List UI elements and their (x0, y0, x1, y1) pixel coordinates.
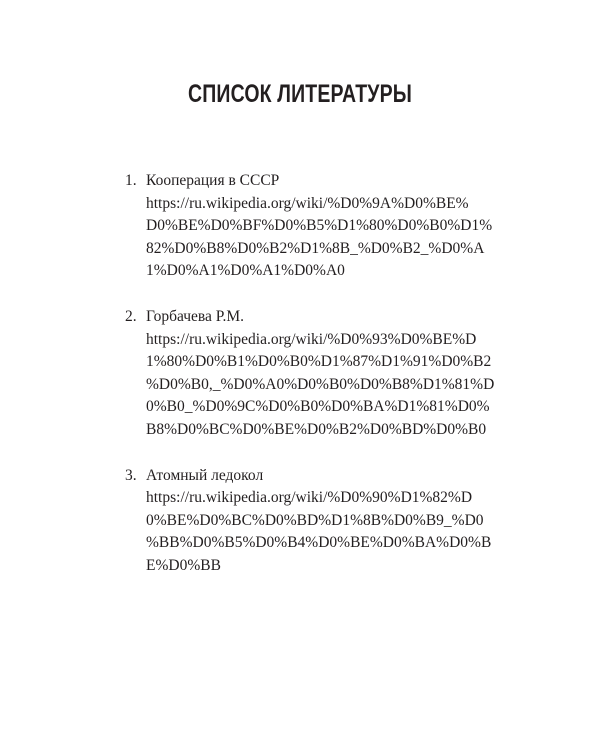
reference-title: Атомный ледокол (146, 466, 264, 484)
reference-url[interactable] (146, 193, 500, 283)
url-line: 0%BE%D0%BC%D0%BD%D1%8B%D0%B9_%D0 (146, 511, 484, 529)
url-line: https://ru.wikipedia.org/wiki/%D0%90%D1%82%D (146, 489, 473, 507)
url-line: 82%D0%B8%D0%B2%D1%8B_%D0%B2_%D0%A (146, 239, 485, 257)
reference-title: Горбачева Р.М. (146, 307, 245, 325)
url-line: E%D0%BB (146, 556, 221, 574)
url-line: %D0%B0,_%D0%A0%D0%B0%D0%B8%D1%81%D (146, 375, 495, 393)
reference-item (120, 465, 500, 578)
url-line: 0%B0_%D0%9C%D0%B0%D0%BA%D1%81%D0% (146, 398, 490, 416)
reference-number: 2. (125, 307, 137, 325)
url-line: B8%D0%BC%D0%BE%D0%B2%D0%BD%D0%B0 (146, 420, 487, 438)
reference-url[interactable] (146, 329, 500, 442)
page-title: СПИСОК ЛИТЕРАТУРЫ (187, 80, 413, 108)
reference-item (120, 170, 500, 283)
url-line: 1%80%D0%B1%D0%B0%D1%87%D1%91%D0%B2 (146, 353, 492, 371)
reference-list (120, 170, 500, 601)
url-line: D0%BE%D0%BF%D0%B5%D1%80%D0%B0%D1% (146, 217, 493, 235)
url-line: https://ru.wikipedia.org/wiki/%D0%9A%D0%BE% (146, 194, 469, 212)
url-line: %BB%D0%B5%D0%B4%D0%BE%D0%BA%D0%B (146, 534, 492, 552)
reference-title: Кооперация в СССР (146, 172, 280, 189)
reference-item (120, 306, 500, 442)
url-line: 1%D0%A1%D0%A1%D0%A0 (146, 262, 345, 280)
reference-number: 1. (125, 172, 137, 189)
reference-number: 3. (125, 466, 137, 484)
url-line: https://ru.wikipedia.org/wiki/%D0%93%D0%BE%D (146, 330, 477, 348)
reference-url[interactable] (146, 487, 500, 577)
